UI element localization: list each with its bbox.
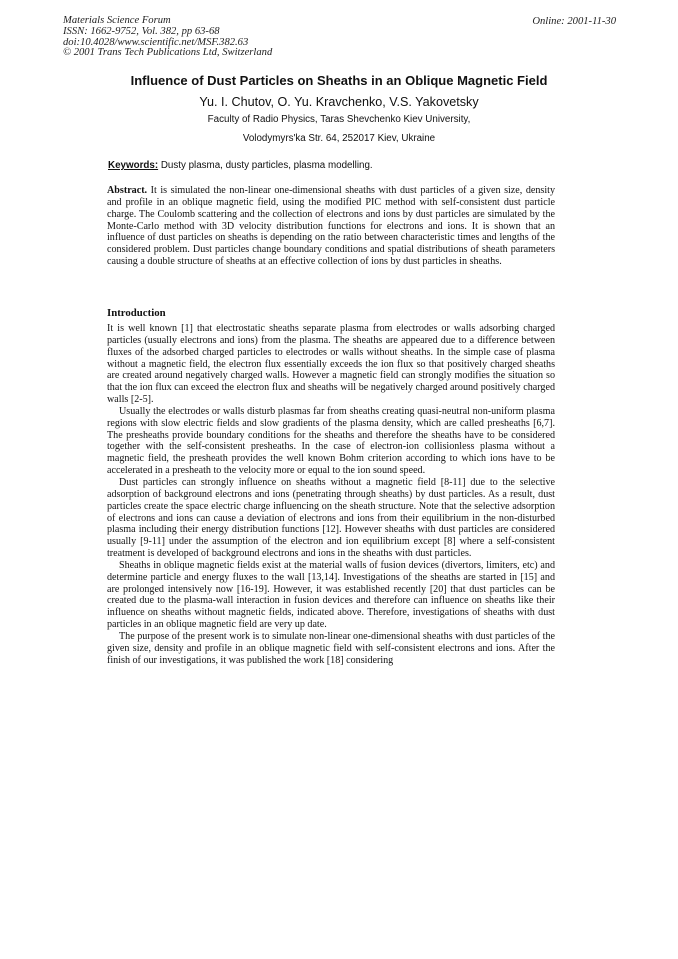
intro-paragraph-3: Dust particles can strongly influence on sheaths without a magnetic field [8-11] due to the selective adsorption of background electrons and ions (penetrating through sheaths) by dust particles. As a result, dust particles create the space electric charge influencing on the sheath structure. Note that the selective adsorption of electrons and ions can cause a deviation of electrons and ions from their equilibrium in the non-disturbed plasma including their energy distribution functions [12]. However sheaths with dust particles are considered usually [9-11] under the assumption of the electron and ion equilibrium except [8] where a self-consistent treatment is developed of background electrons and ions in the sheaths with dust particles. — [107, 476, 555, 560]
section-heading-introduction: Introduction — [107, 307, 166, 319]
doi-line: doi:10.4028/www.scientific.net/MSF.382.63 — [63, 36, 249, 48]
keywords-label: Keywords: — [108, 160, 159, 171]
keywords — [108, 160, 373, 171]
paper-title: Influence of Dust Particles on Sheaths in an Oblique Magnetic Field — [130, 73, 548, 88]
online-date: Online: 2001-11-30 — [532, 16, 616, 27]
intro-paragraph-1: It is well known [1] that electrostatic sheaths separate plasma from electrodes or walls adsorbing charged particles (usually electrons and ions) from the plasma. The sheaths are appeared due to a difference between fluxes of the adsorbed charged particles to electrodes or walls without sheaths. In the simple case of plasma without a magnetic field, the electron flux essentially exceeds the ion flux so that positively charged sheaths are created around negatively charged walls. However a magnetic field can strongly modifies the situation so that the ion flux can exceed the electron flux and sheaths will be negatively charged around positively charged walls [2-5]. — [107, 323, 555, 406]
intro-paragraph-2: Usually the electrodes or walls disturb plasmas far from sheaths creating quasi-neutral non-uniform plasma regions with slow electric fields and slow gradients of the plasma density, which are called presheaths [6,7]. The presheaths provide boundary conditions for the sheaths and therefore the sheaths have to be considered together with the self-consistent presheaths. In the case of electron-ion collisionless plasma without a magnetic field, the presheath provides the well known Bohm criterion according to which ions have to be accelerated in a presheath to the velocity more or equal to the ion sound speed. — [107, 405, 555, 477]
intro-paragraph-5: The purpose of the present work is to simulate non-linear one-dimensional sheaths with dust particles of the given size, density and profile in an oblique magnetic field with self-consistent electrons and ions. After the finish of our investigations, it was published the work [18] considering — [107, 630, 555, 666]
abstract — [107, 185, 555, 268]
abstract-label: Abstract. — [107, 185, 148, 196]
affiliation-line-2: Volodymyrs'ka Str. 64, 252017 Kiev, Ukraine — [242, 133, 436, 144]
affiliation-line-1: Faculty of Radio Physics, Taras Shevchenko Kiev University, — [207, 114, 471, 125]
journal-name: Materials Science Forum — [63, 15, 171, 26]
copyright-line: © 2001 Trans Tech Publications Ltd, Switzerland — [63, 47, 273, 59]
journal-header — [63, 16, 272, 59]
issn-line: ISSN: 1662-9752, Vol. 382, pp 63-68 — [63, 25, 220, 37]
intro-paragraph-4: Sheaths in oblique magnetic fields exist at the material walls of fusion devices (divertors, limiters, etc) and determine particle and energy fluxes to the wall [13,14]. Investigations of the sheaths are started in [15] and are prolonged intensively now [16-19]. However, it was established recently [20] that dust particles can be created due to the plasma-wall interaction in fusion devices and therefore can influence on sheaths like their influence on sheaths without magnetic fields, indicated above. Therefore, investigations of sheaths with dust particles in an oblique magnetic field are very up date. — [107, 559, 555, 631]
abstract-text: It is simulated the non-linear one-dimensional sheaths with dust particles of a given size, density and profile in an oblique magnetic field, using the modified PIC method with self-consistent dust particle charge. The Coulomb scattering and the collection of electrons and ions by dust particles are simulated by the Monte-Carlo method with 3D velocity distribution functions for electrons and ions. It is shown that an influence of dust particles on sheaths is depending on the ratio between characteristic times and lengths of the considered problem. Dust particles change boundary conditions and spatial distributions of sheath parameters causing a double structure of sheaths at an effective collection of ions by dust particles in sheaths. — [107, 185, 555, 268]
introduction-body — [107, 323, 555, 666]
authors: Yu. I. Chutov, O. Yu. Kravchenko, V.S. Yakovetsky — [199, 95, 479, 109]
keywords-text: Dusty plasma, dusty particles, plasma modelling. — [158, 160, 373, 171]
